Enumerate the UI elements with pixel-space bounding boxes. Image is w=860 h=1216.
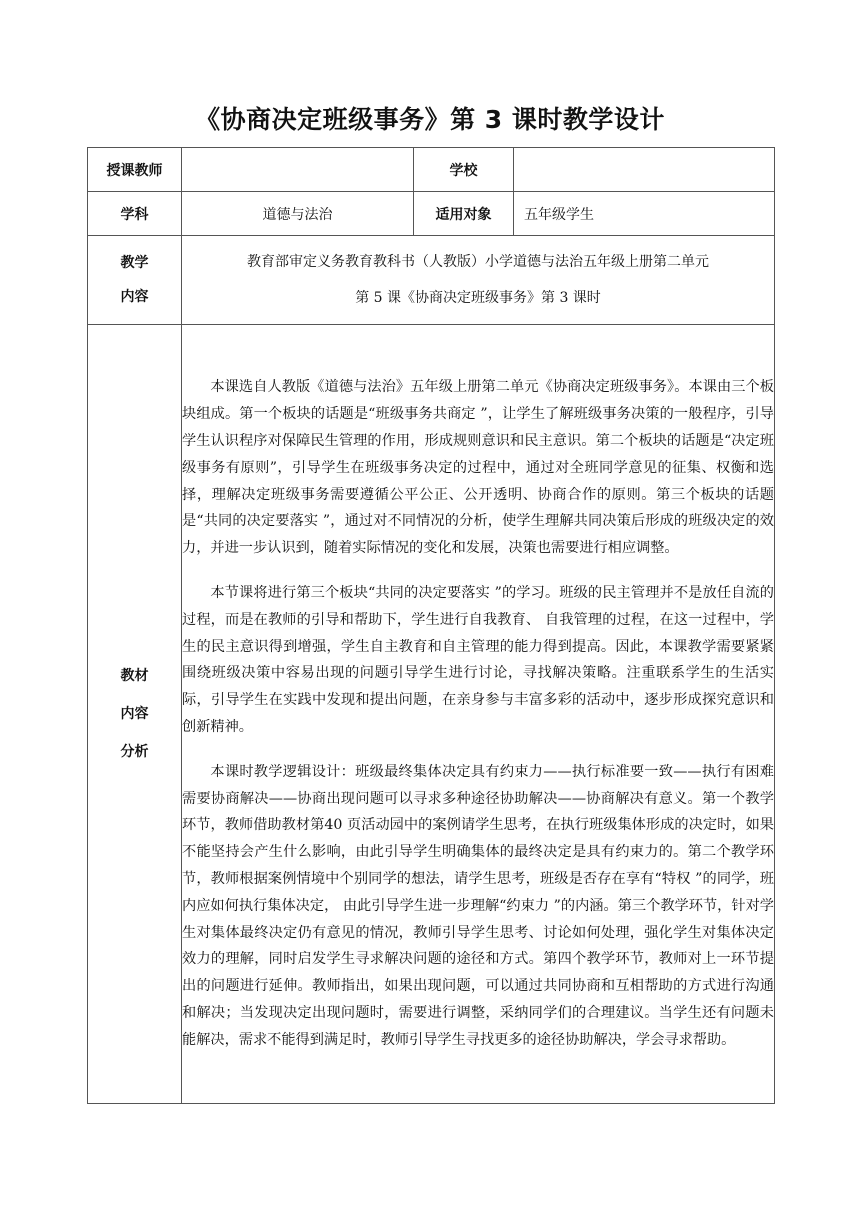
subject-label: 学科: [88, 192, 182, 236]
content-row: [88, 236, 775, 325]
content-label: [88, 236, 182, 325]
school-value: [514, 148, 775, 192]
lesson-plan-table: [87, 147, 775, 1104]
content-label-line-2: 内容: [120, 289, 149, 305]
school-label: 学校: [414, 148, 514, 192]
analysis-label-line-3: 分析: [120, 744, 149, 760]
analysis-label-line-2: 内容: [120, 706, 149, 722]
analysis-paragraph-2: 本节课将进行第三个板块“共同的决定要落实 ”的学习。班级的民主管理并不是放任自流的过程，而是在教师的引导和帮助下，学生进行自我教育、 自我管理的过程，在这一过程中，学生的民主意识得到增强，学生自主教育和自主管理的能力得到提高。因此，本课教学需要紧紧围绕班级决策中容易出现的问题引导学生进行讨论，寻找解决策略。注重联系学生的生活实际，引导学生在实践中发现和提出问题，在亲身参与丰富多彩的活动中，逐步形成探究意识和创新精神。: [182, 585, 774, 735]
analysis-label: [88, 325, 182, 1104]
analysis-paragraph-1: 本课选自人教版《道德与法治》五年级上册第二单元《协商决定班级事务》。本课由三个板块组成。第一个板块的话题是“班级事务共商定 ”，让学生了解班级事务决策的一般程序，引导学生认识程序对保障民生管理的作用，形成规则意识和民主意识。第二个板块的话题是“决定班级事务有原则”，引导学生在班级事务决定的过程中，通过对全班同学意见的征集、权衡和选择，理解决定班级事务需要遵循公平公正、公开透明、协商合作的原则。第三个板块的话题是“共同的决定要落实 ”，通过对不同情况的分析，使学生理解共同决策后形成的班级决定的效力，并进一步认识到，随着实际情况的变化和发展，决策也需要进行相应调整。: [182, 379, 774, 557]
content-line-2: 第 5 课《协商决定班级事务》第 3 课时: [355, 290, 601, 306]
subject-row: [88, 192, 775, 236]
content-label-line-1: 教学: [120, 255, 149, 271]
analysis-paragraph-3: 本课时教学逻辑设计：班级最终集体决定具有约束力——执行标准要一致——执行有困难需要协商解决——协商出现问题可以寻求多种途径协助解决——协商解决有意义。第一个教学环节，教师借助教材第40 页活动园中的案例请学生思考，在执行班级集体形成的决定时，如果不能坚持会产生什么影响，由此引导学生明确集体的最终决定是具有约束力的。第二个教学环节，教师根据案例情境中个别同学的想法，请学生思考，班级是否存在享有“特权 ”的同学，班内应如何执行集体决定， 由此引导学生进一步理解“约束力 ”的内涵。第三个教学环节，针对学生对集体最终决定仍有意见的情况，教师引导学生思考、讨论如何处理，强化学生对集体决定效力的理解，同时启发学生寻求解决问题的途径和方式。第四个教学环节，教师对上一环节提出的问题进行延伸。教师指出，如果出现问题，可以通过共同协商和互相帮助的方式进行沟通和解决；当发现决定出现问题时，需要进行调整，采纳同学们的合理建议。当学生还有问题未能解决，需求不能得到满足时，教师引导学生寻找更多的途径协助解决，学会寻求帮助。: [182, 763, 774, 1048]
analysis-row: [88, 325, 775, 1104]
analysis-content: [182, 325, 775, 1104]
content-line-1: 教育部审定义务教育教科书（人教版）小学道德与法治五年级上册第二单元: [247, 254, 709, 270]
document-title: 《协商决定班级事务》第 3 课时教学设计: [195, 105, 665, 134]
target-label: 适用对象: [414, 192, 514, 236]
teacher-label: 授课教师: [88, 148, 182, 192]
teacher-value: [182, 148, 414, 192]
target-value: 五年级学生: [514, 192, 775, 236]
content-value: [182, 236, 775, 325]
teacher-row: [88, 148, 775, 192]
subject-value: 道德与法治: [182, 192, 414, 236]
analysis-label-line-1: 教材: [120, 668, 149, 684]
